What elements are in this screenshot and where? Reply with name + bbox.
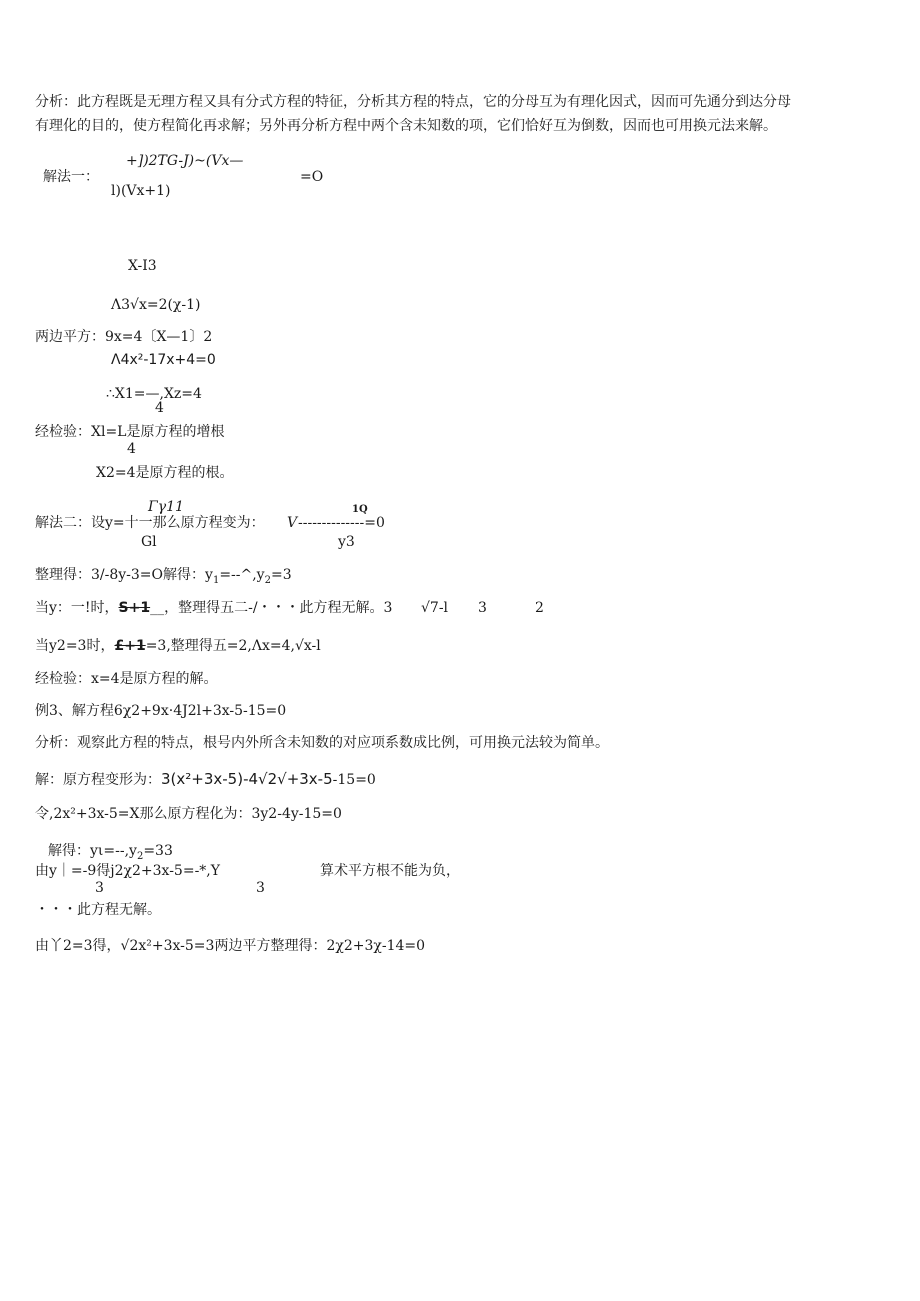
example3-by-line: 由y｜=-9得j2χ2+3x-5=-*,Y	[35, 863, 220, 879]
method2-case2-prefix: 当y2=3时，	[35, 638, 115, 654]
method2-line: 解法二：设y=十一那么原方程变为：	[35, 515, 265, 531]
method1-quadratic: Λ4x²-17x+4=0	[111, 352, 216, 368]
method2-verify: 经检验：x=4是原方程的解。	[35, 671, 218, 687]
method2-frac-top-2: 1Q	[352, 504, 368, 515]
example3-by-note: 算术平方根不能为负，	[320, 863, 460, 879]
example3-by2-line: 由丫2=3得，√2x²+3x-5=3两边平方整理得：2χ2+3χ-14=0	[35, 938, 426, 954]
method2-tidy-sub2: 2	[264, 574, 271, 586]
method1-step1: X-I3	[128, 258, 157, 274]
method2-tidy	[35, 566, 292, 590]
example3-solve-sub: 2	[136, 850, 144, 862]
method1-step2: Λ3√x=2(χ-1)	[111, 297, 201, 313]
example3-sol-prefix: 解：原方程变形为：	[35, 772, 161, 788]
method2-case1	[35, 599, 392, 617]
method1-denominator: l)(Vx+1)	[111, 183, 171, 199]
example3-let-line: 令,2x²+3x-5=X那么原方程化为：3y2-4y-15=0	[35, 806, 342, 822]
method2-tidy-prefix: 整理得：3/-8y-3=O解得：y	[35, 567, 213, 583]
method1-roots: ∴X1=—,Xz=4	[106, 386, 202, 402]
method1-check: 经检验：Xl=L是原方程的增根	[35, 424, 225, 440]
example3-by-den-2: 3	[256, 880, 265, 896]
example3-no-solution: ・・・此方程无解。	[35, 902, 161, 918]
example3-title: 例3、解方程6χ2+9x·4J2l+3x-5-15=0	[35, 703, 287, 719]
method2-case1-rest: __，整理得五二-/・・・此方程无解。3	[150, 600, 393, 616]
method2-case2-strike: £+1	[114, 638, 146, 654]
method2-tidy-end: =3	[270, 567, 292, 583]
method1-numerator: +])2TG-J)~(Vx—	[126, 153, 244, 169]
method2-case1-prefix: 当y：一!时，	[35, 600, 119, 616]
example3-solve-end: =33	[143, 843, 173, 859]
example3-solve-line: 解得：yι=--,y	[48, 843, 137, 859]
method2-frac-top: Γγ11	[148, 499, 184, 515]
method2-case1-n2: 2	[535, 600, 544, 616]
method2-den-2: y3	[338, 534, 355, 550]
analysis-line-2: 有理化的目的，使方程简化再求解；另外再分析方程中两个含未知数的项，它们恰好互为倒数，因而也可用换元法来解。	[35, 118, 777, 134]
method1-label: 解法一：	[43, 169, 99, 185]
method1-rhs: =O	[300, 169, 324, 185]
method2-tidy-sub1: 1	[212, 574, 220, 586]
method2-den-1: Gl	[141, 534, 157, 550]
example3-sol-end: -15=0	[332, 772, 376, 788]
method2-v: V	[287, 515, 298, 531]
method1-check-2: X2=4是原方程的根。	[96, 465, 234, 481]
method1-square-line: 两边平方：9x=4〔X—1〕2	[35, 329, 213, 345]
method2-case2-rest: =3,整理得五=2,Λx=4,√x-l	[145, 638, 321, 654]
method2-case2	[35, 637, 321, 655]
method2-tidy-mid: =--^,y	[219, 567, 265, 583]
example3-solution	[35, 770, 376, 789]
method2-v-rest: --------------=0	[298, 515, 385, 531]
method2-case1-strike: S+1	[118, 600, 151, 616]
example3-sol-expr: 3(x²+3x-5)-4√2√+3x-5	[161, 770, 333, 788]
method2-case1-n1: 3	[478, 600, 487, 616]
example3-analysis: 分析：观察此方程的特点，根号内外所含未知数的对应项系数成比例，可用换元法较为简单。	[35, 735, 609, 751]
example3-by-den-1: 3	[95, 880, 104, 896]
analysis-line-1: 分析：此方程既是无理方程又具有分式方程的特征，分析其方程的特点，它的分母互为有理化因式，因而可先通分到达分母	[35, 94, 791, 110]
method1-roots-denominator: 4	[155, 400, 164, 416]
method1-check-denominator: 4	[127, 441, 136, 457]
method2-case1-sqrt: √7-l	[421, 600, 449, 616]
